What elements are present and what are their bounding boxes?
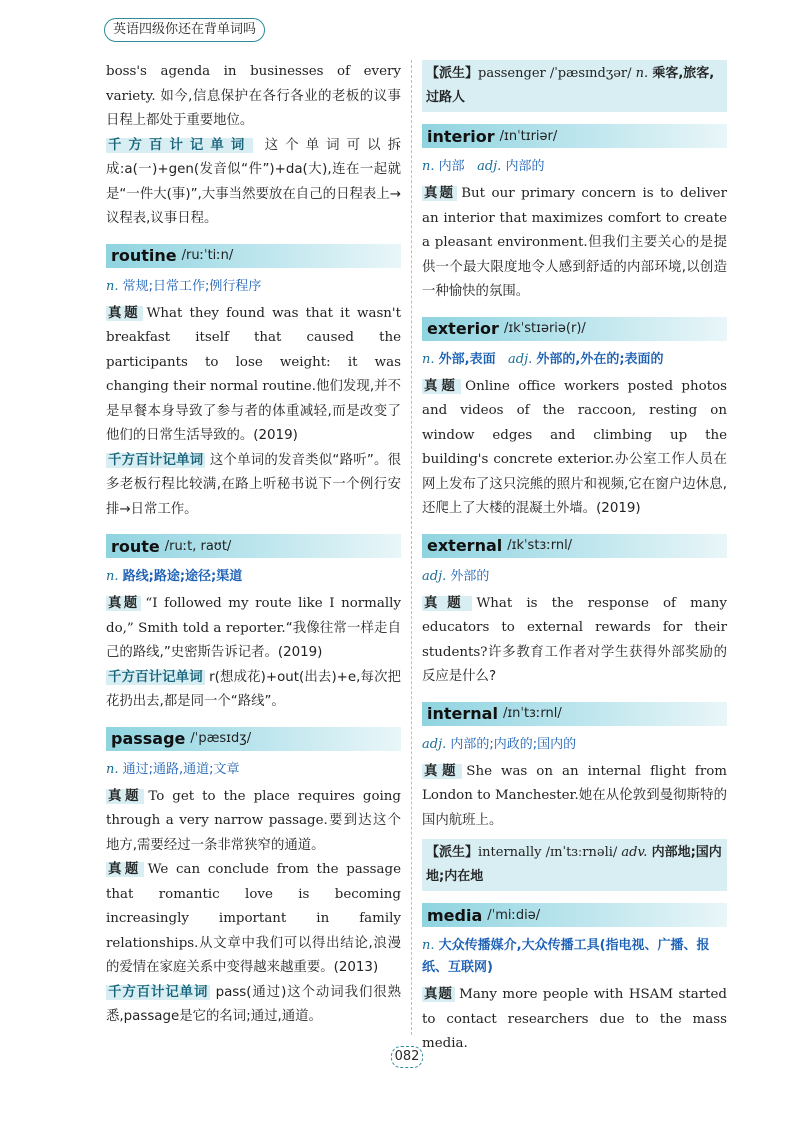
definition: [422, 566, 727, 588]
example-en: She was on an internal flight from London to Manchester.: [422, 763, 727, 803]
meaning: 内部: [438, 159, 465, 174]
example-label: 真题: [424, 595, 471, 611]
derivative-internally: [422, 839, 727, 891]
example-en: What they found was that it wasn't breakfast itself that caused the participants to lose weight: it was changing their normal routine.: [106, 305, 401, 394]
part-of-speech: adj.: [422, 736, 447, 752]
headword: passage: [111, 729, 186, 748]
example-label: 真题: [108, 788, 143, 804]
example-en: To get to the place requires going through a very narrow passage.: [106, 788, 402, 828]
example-en: Online office workers posted photos and videos of the raccoon, resting on window edges and climbing up the building's concrete exterior.: [422, 378, 728, 467]
part-of-speech: n.: [106, 569, 119, 584]
derivative-word: passenger /ˈpæsɪndʒər/: [478, 66, 632, 81]
part-of-speech: adj.: [422, 568, 447, 584]
example-cn: 许多教育工作者对学生获得外部奖励的反应是什么?: [422, 644, 727, 684]
example-en: But our primary concern is to deliver an interior that maximizes comfort to create a pleasant environment.: [422, 186, 728, 250]
memory-tip: [106, 449, 401, 523]
entry-header-external: [422, 534, 727, 558]
example: [106, 592, 401, 666]
book-title-tag: 英语四级你还在背单词吗: [104, 18, 265, 42]
example-cn: 但我们主要关心的是提供一个最大限度地令人感到舒适的内部环境,以创造一种愉快的氛围。: [422, 235, 727, 299]
part-of-speech: n.: [106, 761, 119, 777]
example-label: 真题: [108, 305, 141, 321]
entry-header-interior: [422, 124, 727, 148]
meaning: 内部地;国内地;内在地: [426, 845, 722, 884]
example-en: Many more people with HSAM started to contact researchers due to the mass media.: [422, 987, 727, 1051]
tip-label: 千方百计记单词: [108, 669, 203, 685]
meaning: 内部的: [505, 159, 545, 174]
meaning: 乘客,旅客,过路人: [426, 66, 715, 105]
memory-tip: [106, 981, 401, 1030]
derivative-passenger: [422, 60, 727, 112]
phonetic: /ruːˈtiːn/: [181, 248, 234, 263]
tip-text: 这个单词的发音类似“路听”。很多老板行程比较满,在路上听秘书说下一个例行安排→日常工作。: [106, 452, 402, 517]
part-of-speech: n.: [422, 938, 435, 953]
part-of-speech: adv.: [621, 845, 648, 860]
phonetic: /ruːt, raʊt/: [164, 538, 232, 554]
part-of-speech: adj.: [508, 351, 533, 367]
intro-cn: 如今,信息保护在各行各业的老板的议事日程上都处于重要地位。: [106, 88, 401, 128]
example-label: 真题: [424, 987, 454, 1002]
entry-header-route: [106, 534, 401, 558]
meaning: 路线;路途;途径;渠道: [122, 569, 243, 584]
definition: [106, 276, 401, 298]
example-label: 真题: [424, 763, 461, 779]
example: [422, 182, 727, 305]
entry-header-passage: [106, 727, 401, 751]
intro-tip: [106, 134, 401, 232]
example-cn: “我像往常一样走自己的路线,”史密斯告诉记者。(2019): [106, 620, 401, 660]
left-column: [106, 60, 401, 1030]
tip-label: 千方百计记单词: [108, 137, 252, 153]
example-label: 真题: [424, 378, 460, 394]
meaning: 外部的,外在的;表面的: [536, 351, 664, 367]
example: [106, 302, 401, 449]
example-cn: 他们发现,并不是早餐本身导致了参与者的体重减轻,而是改变了他们的日常生活导致的。(2019): [106, 379, 401, 443]
example: [106, 858, 401, 981]
entry-header-exterior: [422, 317, 727, 341]
definition: [422, 935, 727, 979]
entry-header-internal: [422, 702, 727, 726]
example-cn: 从文章中我们可以得出结论,浪漫的爱情在家庭关系中变得越来越重要。(2013): [106, 935, 401, 975]
example-en: We can conclude from the passage that romantic love is becoming increasingly important in family relationships.: [106, 862, 401, 951]
memory-tip: [106, 666, 401, 715]
example-label: 真题: [108, 596, 140, 611]
part-of-speech: n.: [422, 351, 435, 367]
example-en: What is the response of many educators to external rewards for their students?: [422, 595, 727, 660]
example: [106, 785, 401, 859]
phonetic: /ɪnˈtɜːrnl/: [502, 706, 562, 721]
part-of-speech: n.: [635, 66, 649, 81]
meaning: 常规;日常工作;例行程序: [122, 278, 262, 294]
tip-text: pass(通过)这个动词我们很熟悉,passage是它的名词;通过,通道。: [106, 984, 402, 1024]
phonetic: /ɪnˈtɪriər/: [499, 128, 558, 144]
example-cn: 要到达这个地方,需要经过一条非常狭窄的通道。: [106, 813, 401, 853]
example: [422, 760, 727, 834]
definition: [106, 566, 401, 588]
part-of-speech: n.: [422, 159, 435, 174]
phonetic: /ɪkˈstɜːrnl/: [507, 538, 573, 553]
part-of-speech: adj.: [477, 159, 502, 174]
phonetic: /ˈpæsɪdʒ/: [190, 731, 252, 746]
entry-header-routine: [106, 244, 401, 268]
tip-text: r(想成花)+out(出去)+e,每次把花扔出去,都是同一个“路线”。: [106, 669, 401, 709]
entry-header-media: [422, 903, 727, 927]
example-en: “I followed my route like I normally do,” Smith told a reporter.: [106, 596, 401, 636]
definition: [106, 759, 401, 781]
part-of-speech: n.: [106, 278, 119, 294]
example: [422, 592, 727, 690]
tip-label: 千方百计记单词: [108, 984, 209, 1000]
headword: route: [111, 536, 160, 556]
definition: [422, 156, 727, 178]
example-cn: 她在从伦敦到曼彻斯特的国内航班上。: [422, 788, 727, 828]
headword: external: [427, 536, 503, 555]
meaning: 外部的: [450, 568, 490, 584]
derivative-label: 【派生】: [426, 845, 479, 860]
example: [422, 375, 727, 522]
definition: [422, 349, 727, 371]
meaning: 大众传播媒介,大众传播工具(指电视、广播、报纸、互联网): [422, 938, 710, 975]
meaning: 通过;通路,通道;文章: [122, 761, 240, 777]
headword: interior: [427, 126, 495, 146]
intro-en: boss's agenda in businesses of every variety.: [106, 64, 401, 104]
tip-text: 这个单词可以拆成:a(一)+gen(发音似“件”)+da(大),连在一起就是“一件大(事)”,大事当然要放在自己的日程表上→议程表,议事日程。: [106, 137, 402, 226]
headword: media: [427, 905, 483, 925]
tip-label: 千方百计记单词: [108, 452, 204, 468]
intro-paragraph: [106, 60, 401, 134]
headword: routine: [111, 246, 177, 265]
right-column: [422, 60, 727, 1057]
derivative-word: internally /ɪnˈtɜːrnəli/: [478, 845, 618, 860]
example: [422, 983, 727, 1057]
phonetic: /ˈmiːdiə/: [487, 907, 541, 923]
page-number: 082: [391, 1046, 423, 1068]
meaning: 内部的;内政的;国内的: [450, 736, 577, 752]
example-label: 真题: [424, 186, 456, 201]
derivative-label: 【派生】: [426, 66, 479, 81]
headword: exterior: [427, 319, 499, 338]
example-cn: 办公室工作人员在网上发布了这只浣熊的照片和视频,它在窗户边休息,还爬上了大楼的混凝土外墙。(2019): [422, 452, 727, 516]
example-label: 真题: [108, 862, 142, 877]
column-divider: [411, 60, 412, 1035]
meaning: 外部,表面: [438, 351, 496, 367]
phonetic: /ɪkˈstɪəriə(r)/: [503, 321, 586, 336]
headword: internal: [427, 704, 498, 723]
definition: [422, 734, 727, 756]
